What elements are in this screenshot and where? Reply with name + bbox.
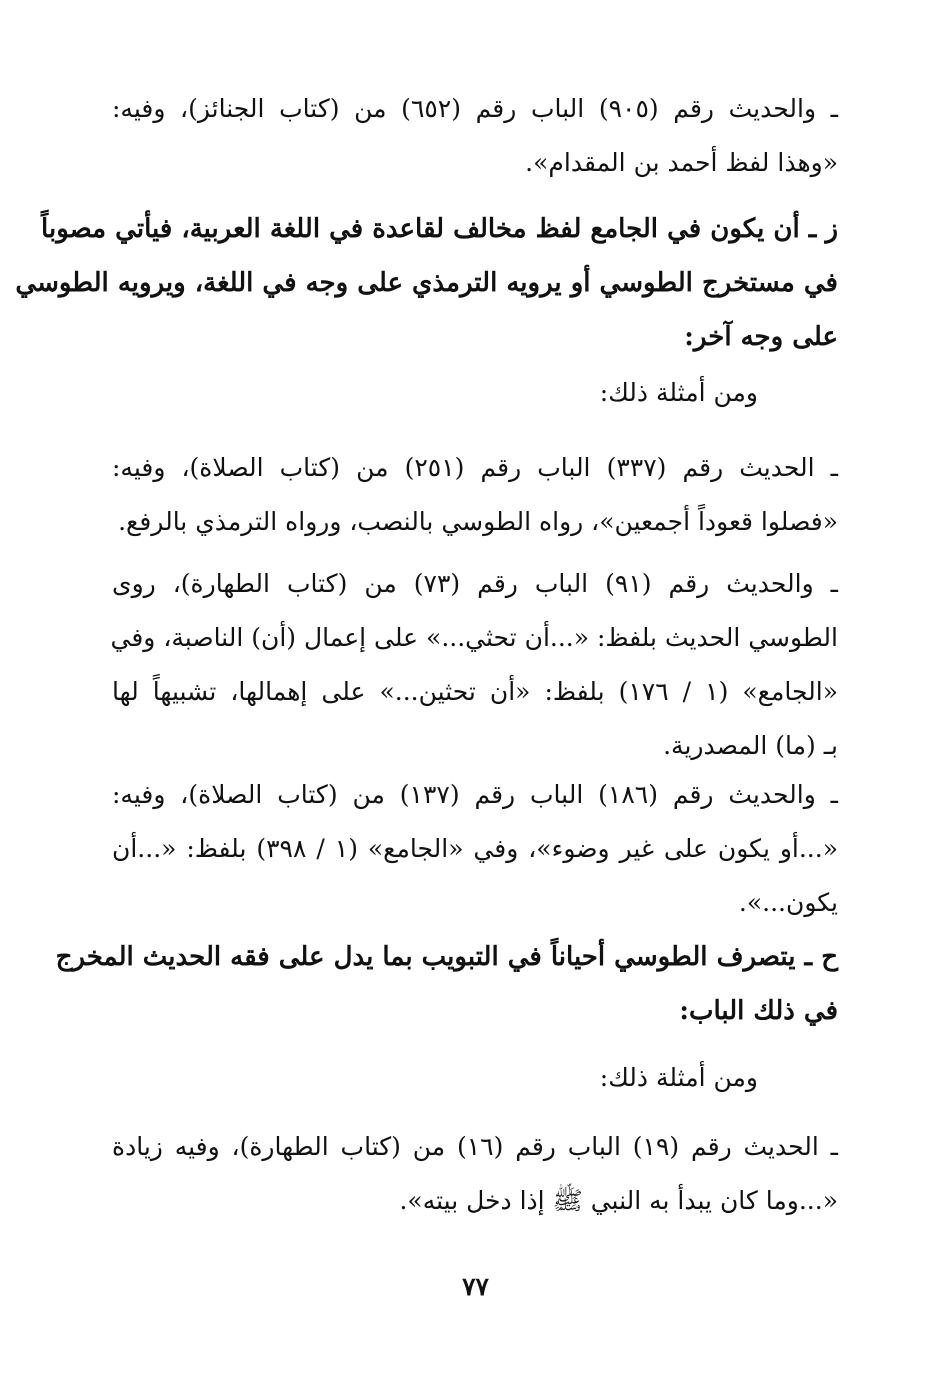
text-line: «...أو يكون على غير وضوء»، وفي «الجامع» (١ / ٣٩٨) بلفظ: «...أن xyxy=(112,834,838,863)
text-line: في مستخرج الطوسي أو يرويه الترمذي على وجه في اللغة، ويرويه الطوسي xyxy=(15,268,838,298)
section-heading-ha xyxy=(55,930,838,1038)
paragraph-janaiz-hadith xyxy=(112,82,838,190)
examples-intro xyxy=(112,1051,838,1105)
text-line: في ذلك الباب: xyxy=(679,996,838,1026)
page-number: ٧٧ xyxy=(462,1272,489,1301)
paragraph-salat-hadith-337 xyxy=(112,441,838,549)
examples-intro xyxy=(112,366,838,420)
text-line: بـ (ما) المصدرية. xyxy=(663,731,838,760)
text-line: «...وما كان يبدأ به النبي ﷺ إذا دخل بيته». xyxy=(399,1186,838,1215)
text-line: «وهذا لفظ أحمد بن المقدام». xyxy=(525,148,838,177)
text-line: «الجامع» (١ / ١٧٦) بلفظ: «أن تحثين...» على إهمالها، تشبيهاً لها xyxy=(112,677,838,706)
paragraph-tahara-hadith-91 xyxy=(112,557,838,773)
text-line: ـ الحديث رقم (٣٣٧) الباب رقم (٢٥١) من (كتاب الصلاة)، وفيه: xyxy=(112,453,838,482)
text-line: ـ والحديث رقم (١٨٦) الباب رقم (١٣٧) من (كتاب الصلاة)، وفيه: xyxy=(112,780,838,809)
text-line: ز ـ أن يكون في الجامع لفظ مخالف لقاعدة في اللغة العربية، فيأتي مصوباً xyxy=(41,214,838,244)
paragraph-salat-hadith-186 xyxy=(112,768,838,930)
paragraph-tahara-hadith-19 xyxy=(112,1120,838,1228)
text-line: يكون...». xyxy=(738,888,838,917)
text-line: ـ والحديث رقم (٩٠٥) الباب رقم (٦٥٢) من (كتاب الجنائز)، وفيه: xyxy=(112,94,838,123)
text-line: الطوسي الحديث بلفظ: «...أن تحثي...» على إعمال (أن) الناصبة، وفي xyxy=(110,623,838,652)
section-heading-zay xyxy=(15,202,838,364)
text-line: «فصلوا قعوداً أجمعين»، رواه الطوسي بالنصب، ورواه الترمذي بالرفع. xyxy=(118,507,838,536)
text-line: على وجه آخر: xyxy=(684,322,838,352)
text-line: ـ الحديث رقم (١٩) الباب رقم (١٦) من (كتاب الطهارة)، وفيه زيادة xyxy=(112,1132,838,1161)
text-line: ومن أمثلة ذلك: xyxy=(599,378,758,407)
text-line: ومن أمثلة ذلك: xyxy=(599,1063,758,1092)
text-line: ح ـ يتصرف الطوسي أحياناً في التبويب بما يدل على فقه الحديث المخرج xyxy=(55,942,838,972)
text-line: ـ والحديث رقم (٩١) الباب رقم (٧٣) من (كتاب الطهارة)، روى xyxy=(112,569,838,598)
